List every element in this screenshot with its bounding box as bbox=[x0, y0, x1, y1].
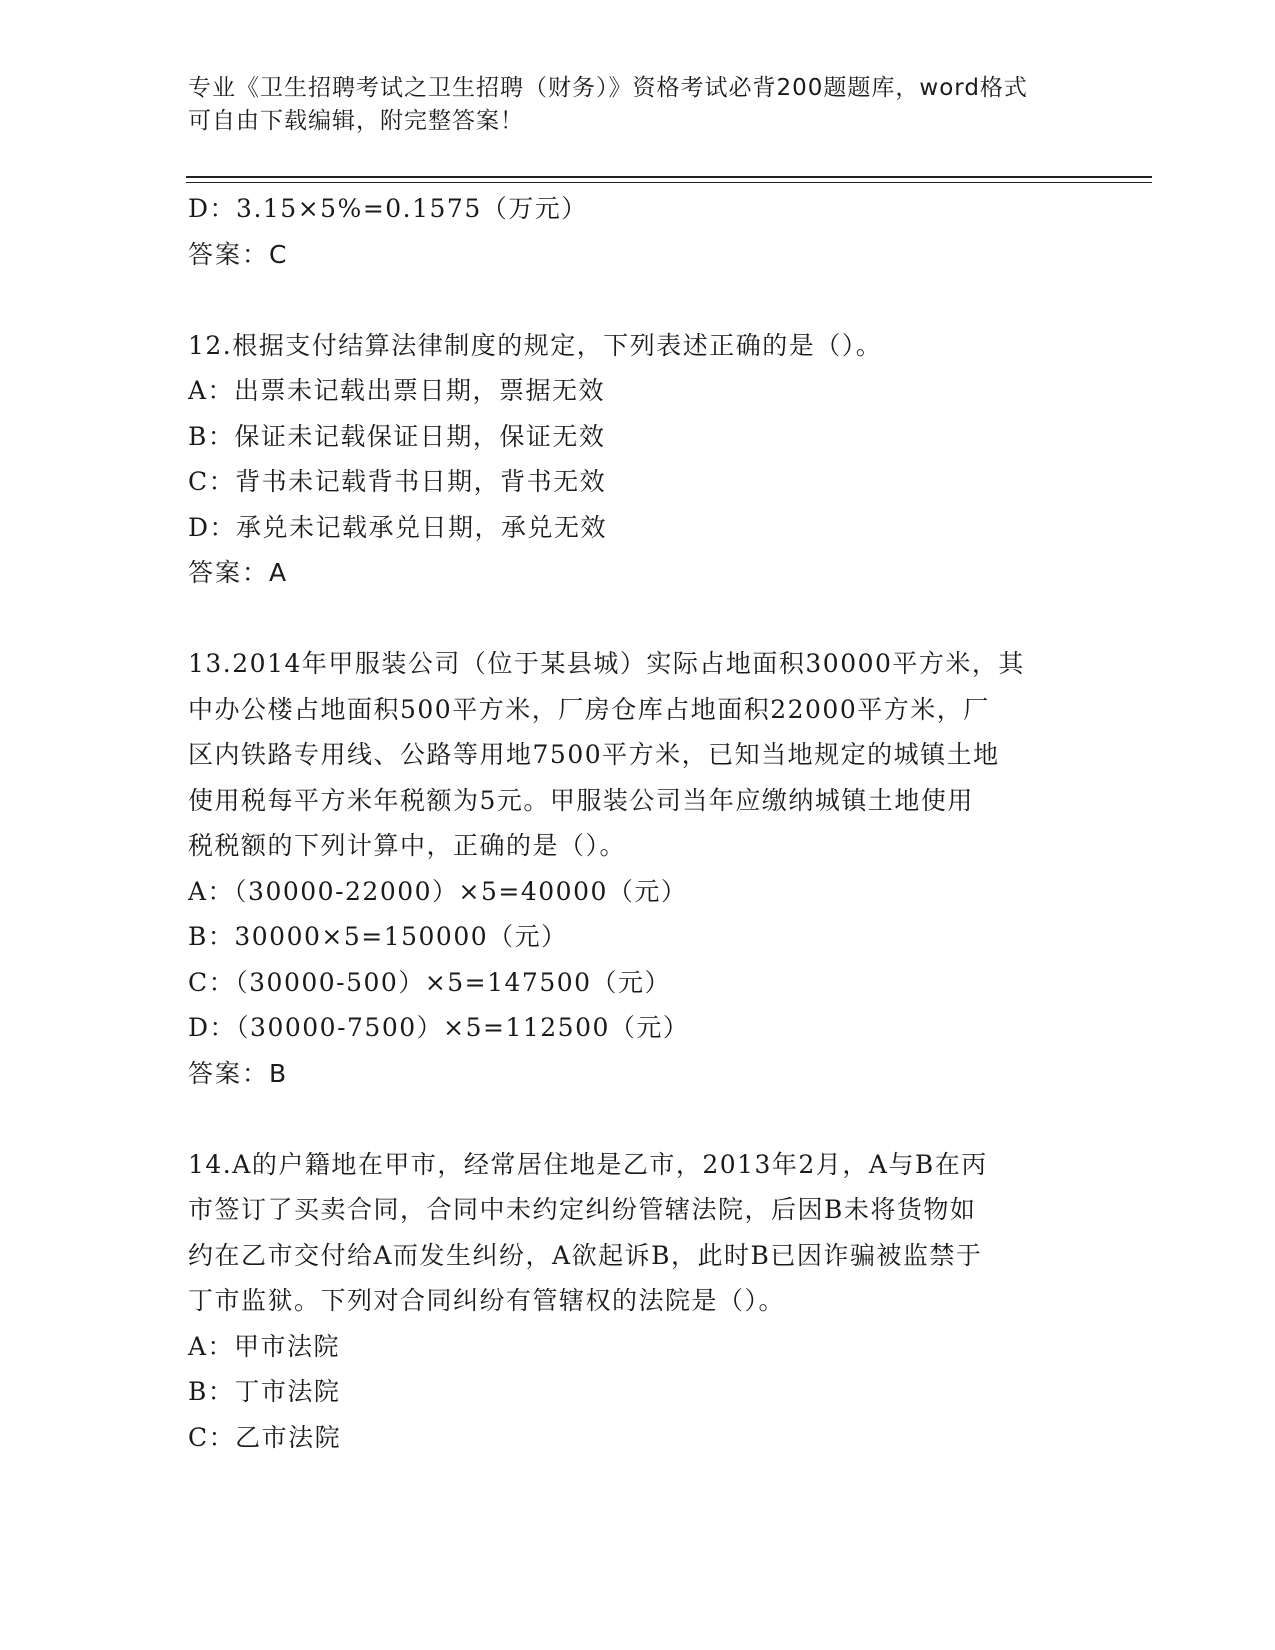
answer-label: 答案：A bbox=[188, 558, 289, 587]
option-b: B：30000×5=150000（元） bbox=[188, 922, 568, 951]
option-c: C：乙市法院 bbox=[188, 1422, 342, 1452]
option-d: D：承兑未记载承兑日期，承兑无效 bbox=[188, 512, 608, 542]
header-title-line-2: 可自由下载编辑，附完整答案！ bbox=[188, 108, 524, 134]
answer-label: 答案：B bbox=[188, 1058, 289, 1088]
option-b: B：保证未记载保证日期，保证无效 bbox=[188, 421, 606, 451]
spacer bbox=[188, 277, 1088, 323]
question-list bbox=[188, 186, 1088, 1460]
header-title-line-1: 专业《卫生招聘考试之卫生招聘（财务）》资格考试必背200题题库，word格式 bbox=[188, 75, 1028, 101]
option-a: A：出票未记载出票日期，票据无效 bbox=[188, 376, 606, 405]
question-stem-line: 约在乙市交付给A而发生纠纷，A欲起诉B，此时B已因诈骗被监禁于 bbox=[188, 1240, 983, 1270]
question-stem-line: 使用税每平方米年税额为5元。甲服装公司当年应缴纳城镇土地使用 bbox=[188, 785, 974, 815]
question-stem-line: 区内铁路专用线、公路等用地7500平方米，已知当地规定的城镇土地 bbox=[188, 740, 1000, 769]
option-c: C：（30000-500）×5=147500（元） bbox=[188, 967, 672, 997]
question-13 bbox=[188, 641, 1088, 1096]
option-d: D：3.15×5%=0.1575（万元） bbox=[188, 194, 588, 223]
question-stem-line: 税税额的下列计算中，正确的是（）。 bbox=[188, 831, 627, 860]
question-stem-line: 14.A的户籍地在甲市，经常居住地是乙市，2013年2月，A与B在丙 bbox=[188, 1149, 988, 1179]
option-b: B：丁市法院 bbox=[188, 1377, 341, 1406]
spacer bbox=[188, 1096, 1088, 1142]
question-stem-line: 丁市监狱。下列对合同纠纷有管辖权的法院是（）。 bbox=[188, 1286, 786, 1315]
question-stem-line: 中办公楼占地面积500平方米，厂房仓库占地面积22000平方米，厂 bbox=[188, 694, 990, 724]
answer-label: 答案：C bbox=[188, 239, 289, 269]
question-11-tail bbox=[188, 186, 1088, 277]
option-a: A：甲市法院 bbox=[188, 1331, 341, 1361]
question-stem-line: 13.2014年甲服装公司（位于某县城）实际占地面积30000平方米，其 bbox=[188, 649, 1025, 678]
spacer bbox=[188, 596, 1088, 642]
question-stem-line: 市签订了买卖合同，合同中未约定纠纷管辖法院，后因B未将货物如 bbox=[188, 1195, 977, 1224]
page-header bbox=[188, 72, 1068, 138]
option-d: D：（30000-7500）×5=112500（元） bbox=[188, 1013, 690, 1042]
option-c: C：背书未记载背书日期，背书无效 bbox=[188, 467, 607, 496]
option-a: A：（30000-22000）×5=40000（元） bbox=[188, 876, 688, 906]
header-divider bbox=[186, 176, 1152, 183]
question-12 bbox=[188, 323, 1088, 596]
question-stem: 12.根据支付结算法律制度的规定，下列表述正确的是（）。 bbox=[188, 330, 883, 360]
question-14 bbox=[188, 1142, 1088, 1461]
